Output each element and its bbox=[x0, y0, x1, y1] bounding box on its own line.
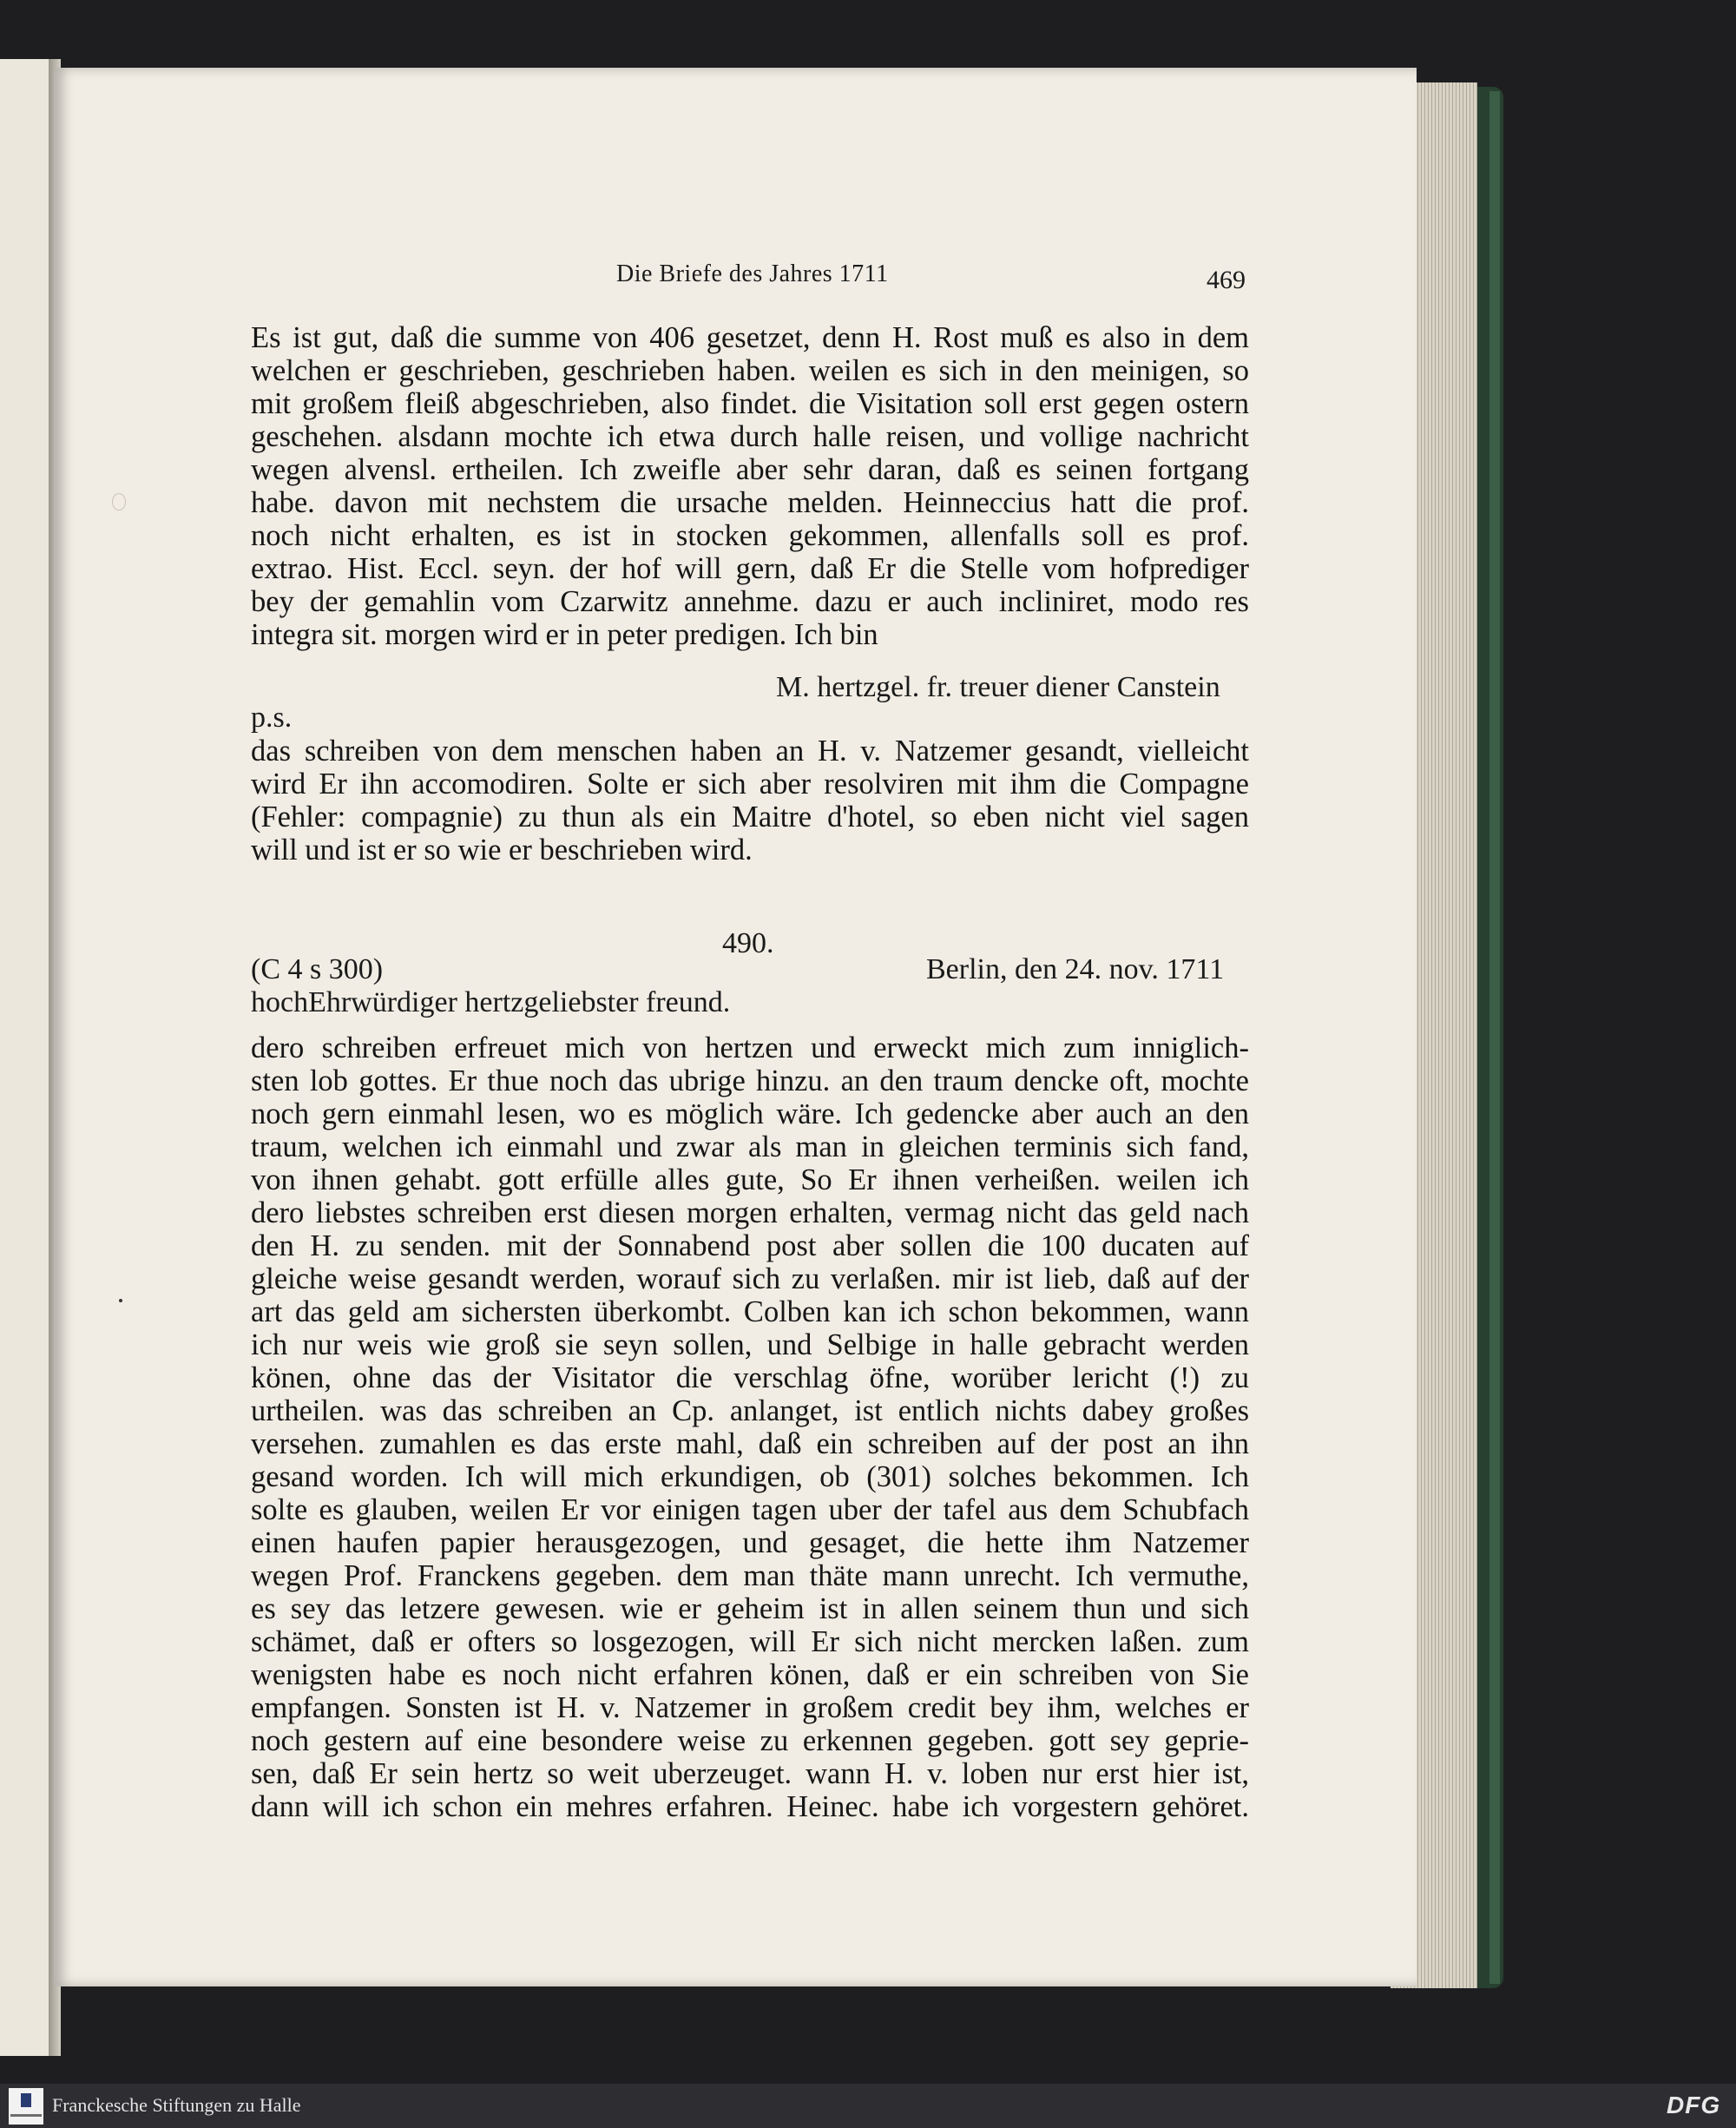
margin-mark bbox=[112, 493, 126, 511]
postscript-line: will und ist er so wie er beschrieben wird. bbox=[251, 833, 753, 866]
text-line: sten lob gottes. Er thue noch das ubrige hinzu. an den traum dencke oft, mochte bbox=[251, 1064, 1249, 1097]
text-line: empfangen. Sonsten ist H. v. Natzemer in großem credit bey ihm, welches er bbox=[251, 1691, 1249, 1724]
place-date: Berlin, den 24. nov. 1711 bbox=[926, 953, 1225, 985]
text-line: noch nicht erhalten, es ist in stocken gekommen, allenfalls soll es prof. bbox=[251, 519, 1249, 552]
text-line: ich nur weis wie groß sie seyn sollen, und Selbige in halle gebracht werden bbox=[251, 1328, 1249, 1361]
text-line: extrao. Hist. Eccl. seyn. der hof will gern, daß Er die Stelle vom hofprediger bbox=[251, 552, 1249, 585]
text-line: integra sit. morgen wird er in peter predigen. Ich bin bbox=[251, 618, 878, 651]
text-line: wegen alvensl. ertheilen. Ich zweifle aber sehr daran, daß es seinen fortgang bbox=[251, 453, 1249, 486]
letter-number: 490. bbox=[722, 927, 774, 959]
franckesche-stiftungen-logo-icon[interactable] bbox=[9, 2088, 43, 2125]
text-line: dero schreiben erfreuet mich von hertzen und erweckt mich zum inniglich- bbox=[251, 1031, 1249, 1064]
text-line: gleiche weise gesandt werden, worauf sich zu verlaßen. mir ist lieb, daß auf der bbox=[251, 1262, 1249, 1295]
text-line: bey der gemahlin vom Czarwitz annehme. dazu er auch incliniret, modo res bbox=[251, 585, 1249, 618]
text-line: einen haufen papier herausgezogen, und gesaget, die hette ihm Natzemer bbox=[251, 1526, 1249, 1559]
source-reference: (C 4 s 300) bbox=[251, 953, 384, 985]
page-number: 469 bbox=[1207, 266, 1246, 294]
text-line: gesand worden. Ich will mich erkundigen, ob (301) solches bekommen. Ich bbox=[251, 1460, 1249, 1493]
text-line: Es ist gut, daß die summe von 406 gesetzet, denn H. Rost muß es also in dem bbox=[251, 321, 1249, 354]
text-line: mit großem fleiß abgeschrieben, also findet. die Visitation soll erst gegen ostern bbox=[251, 387, 1249, 420]
logo-figure bbox=[21, 2093, 31, 2107]
text-line: schämet, daß er ofters so losgezogen, will Er sich nicht mercken laßen. zum bbox=[251, 1625, 1249, 1658]
postscript-label: p.s. bbox=[251, 702, 293, 734]
text-line: könen, ohne das der Visitator die verschlag öfne, worüber lericht (!) zu bbox=[251, 1361, 1249, 1394]
text-line: geschehen. alsdann mochte ich etwa durch halle reisen, und vollige nachricht bbox=[251, 420, 1249, 453]
institution-name[interactable]: Franckesche Stiftungen zu Halle bbox=[52, 2094, 301, 2116]
left-page-edge bbox=[0, 59, 54, 2056]
text-line: welchen er geschrieben, geschrieben haben. weilen es sich in den meinigen, so bbox=[251, 354, 1249, 387]
text-line: den H. zu senden. mit der Sonnabend post aber sollen die 100 ducaten auf bbox=[251, 1229, 1249, 1262]
text-line: traum, welchen ich einmahl und zwar als man in gleichen terminis sich fand, bbox=[251, 1130, 1249, 1163]
text-line: art das geld am sichersten überkombt. Colben kan ich schon bekommen, wann bbox=[251, 1295, 1249, 1328]
text-line: noch gern einmahl lesen, wo es möglich wäre. Ich gedencke aber auch an den bbox=[251, 1097, 1249, 1130]
text-line: von ihnen gehabt. gott erfülle alles gute, So Er ihnen verheißen. weilen ich bbox=[251, 1163, 1249, 1196]
text-line: wegen Prof. Franckens gegeben. dem man thäte mann unrecht. Ich vermuthe, bbox=[251, 1559, 1249, 1592]
postscript-line: wird Er ihn accomodiren. Solte er sich aber resolviren mit ihm die Compagne bbox=[251, 768, 1249, 800]
salutation: hochEhrwürdiger hertzgeliebster freund. bbox=[251, 986, 731, 1018]
logo-caption bbox=[10, 2114, 42, 2117]
signature: M. hertzgel. fr. treuer diener Canstein bbox=[776, 671, 1220, 703]
postscript-line: (Fehler: compagnie) zu thun als ein Maitre d'hotel, so eben nicht viel sagen bbox=[251, 800, 1249, 833]
text-line: sen, daß Er sein hertz so weit uberzeuget. wann H. v. loben nur erst hier ist, bbox=[251, 1757, 1249, 1790]
text-line: habe. davon mit nechstem die ursache melden. Heinneccius hatt die prof. bbox=[251, 486, 1249, 519]
postscript-line: das schreiben von dem menschen haben an H. v. Natzemer gesandt, vielleicht bbox=[251, 735, 1249, 768]
book-page bbox=[54, 68, 1417, 1986]
text-line: dann will ich schon ein mehres erfahren. Heinec. habe ich vorgestern gehöret. bbox=[251, 1790, 1249, 1823]
footer-bar bbox=[0, 2084, 1736, 2128]
margin-dot bbox=[119, 1299, 122, 1302]
text-line: es sey das letzere gewesen. wie er geheim ist in allen seinem thun und sich bbox=[251, 1592, 1249, 1625]
text-line: versehen. zumahlen es das erste mahl, daß ein schreiben auf der post an ihn bbox=[251, 1427, 1249, 1460]
book-cover-edge bbox=[1489, 91, 1500, 1984]
text-line: wenigsten habe es noch nicht erfahren könen, daß er ein schreiben von Sie bbox=[251, 1658, 1249, 1691]
running-head: Die Briefe des Jahres 1711 bbox=[616, 260, 889, 287]
text-line: noch gestern auf eine besondere weise zu erkennen gegeben. gott sey geprie- bbox=[251, 1724, 1249, 1757]
text-line: solte es glauben, weilen Er vor einigen tagen uber der tafel aus dem Schubfach bbox=[251, 1493, 1249, 1526]
text-line: dero liebstes schreiben erst diesen morgen erhalten, vermag nicht das geld nach bbox=[251, 1196, 1249, 1229]
text-line: urtheilen. was das schreiben an Cp. anlanget, ist entlich nichts dabey großes bbox=[251, 1394, 1249, 1427]
dfg-logo[interactable]: DFG bbox=[1667, 2092, 1721, 2118]
